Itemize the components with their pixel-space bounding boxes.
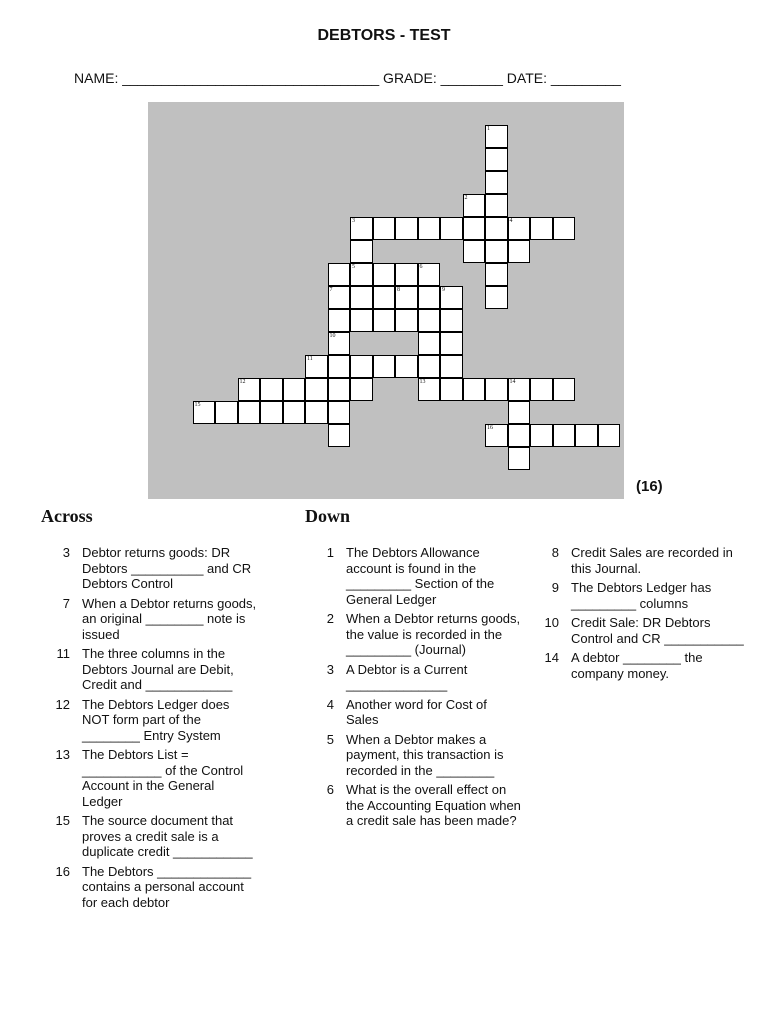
clue-item bbox=[316, 732, 521, 779]
crossword-cell[interactable] bbox=[395, 286, 418, 309]
crossword-cell[interactable] bbox=[418, 309, 441, 332]
crossword-cell[interactable] bbox=[485, 217, 508, 240]
crossword-cell[interactable] bbox=[350, 263, 373, 286]
clue-number: 10 bbox=[329, 333, 336, 339]
clue-number: 14 bbox=[544, 650, 559, 665]
crossword-grid bbox=[148, 102, 624, 499]
crossword-cell[interactable] bbox=[508, 447, 531, 470]
clue-number: 12 bbox=[55, 696, 70, 712]
crossword-cell[interactable] bbox=[508, 217, 531, 240]
clue-number: 4 bbox=[509, 218, 513, 224]
crossword-cell[interactable] bbox=[553, 217, 576, 240]
crossword-cell[interactable] bbox=[305, 355, 328, 378]
crossword-cell[interactable] bbox=[440, 355, 463, 378]
crossword-cell[interactable] bbox=[328, 309, 351, 332]
clue-number: 6 bbox=[326, 782, 334, 797]
clue-item bbox=[52, 646, 257, 693]
crossword-cell[interactable] bbox=[373, 286, 396, 309]
clue-number: 8 bbox=[397, 287, 400, 293]
clue-item bbox=[52, 813, 257, 860]
clue-number: 7 bbox=[329, 287, 333, 293]
clue-item bbox=[316, 545, 521, 607]
crossword-cell[interactable] bbox=[418, 332, 441, 355]
crossword-cell[interactable] bbox=[440, 309, 463, 332]
clue-number: 9 bbox=[442, 287, 445, 293]
crossword-cell[interactable] bbox=[328, 424, 351, 447]
clue-text: The source document that proves a credit sale is a duplicate credit ___________ bbox=[82, 813, 253, 859]
crossword-cell[interactable] bbox=[395, 355, 418, 378]
page-title: DEBTORS - TEST bbox=[317, 27, 451, 44]
clue-item bbox=[52, 747, 257, 809]
crossword-cell[interactable] bbox=[395, 217, 418, 240]
clue-item bbox=[52, 596, 257, 643]
crossword-cell[interactable] bbox=[418, 378, 441, 401]
crossword-cell[interactable] bbox=[508, 378, 531, 401]
clue-item bbox=[541, 615, 746, 646]
crossword-cell[interactable] bbox=[350, 309, 373, 332]
down-clue-list-1 bbox=[316, 545, 521, 833]
crossword-cell[interactable] bbox=[260, 401, 283, 424]
clue-number: 3 bbox=[352, 218, 355, 224]
clue-number: 12 bbox=[239, 379, 246, 385]
clue-text: Credit Sale: DR Debtors Control and CR ___________ bbox=[571, 615, 744, 646]
clue-item bbox=[316, 782, 521, 829]
crossword-cell[interactable] bbox=[485, 263, 508, 286]
clue-item bbox=[316, 611, 521, 658]
clue-number: 9 bbox=[551, 580, 559, 595]
clue-number: 5 bbox=[352, 264, 355, 270]
crossword-cell[interactable] bbox=[238, 401, 261, 424]
crossword-cell[interactable] bbox=[530, 378, 553, 401]
crossword-cell[interactable] bbox=[283, 401, 306, 424]
clue-item bbox=[541, 580, 746, 611]
clue-number: 3 bbox=[62, 545, 70, 560]
crossword-cell[interactable] bbox=[373, 309, 396, 332]
clue-number: 4 bbox=[326, 696, 334, 712]
crossword-cell[interactable] bbox=[530, 217, 553, 240]
clue-number: 15 bbox=[194, 402, 201, 408]
crossword-cell[interactable] bbox=[418, 286, 441, 309]
clue-item bbox=[316, 697, 521, 728]
clue-item bbox=[541, 545, 746, 576]
crossword-cell[interactable] bbox=[328, 332, 351, 355]
crossword-cell[interactable] bbox=[418, 217, 441, 240]
crossword-cell[interactable] bbox=[395, 263, 418, 286]
clue-text: Credit Sales are recorded in this Journal. bbox=[571, 545, 733, 576]
clue-text: The Debtors _____________ contains a personal account for each debtor bbox=[82, 863, 252, 910]
clue-number: 6 bbox=[419, 264, 423, 270]
clue-text: What is the overall effect on the Accounting Equation when a credit sale has been made? bbox=[346, 782, 521, 828]
clue-number: 5 bbox=[326, 731, 334, 747]
clue-text: Another word for Cost of Sales bbox=[346, 696, 487, 727]
crossword-cell[interactable] bbox=[350, 378, 373, 401]
crossword-cell[interactable] bbox=[350, 355, 373, 378]
clue-text: The Debtors List = ___________ of the Control Account in the General Ledger bbox=[82, 747, 244, 809]
crossword-cell[interactable] bbox=[350, 217, 373, 240]
crossword-cell[interactable] bbox=[530, 424, 553, 447]
crossword-cell[interactable] bbox=[485, 125, 508, 148]
crossword-cell[interactable] bbox=[440, 378, 463, 401]
crossword-cell[interactable] bbox=[395, 309, 418, 332]
clue-text: The three columns in the Debtors Journal are Debit, Credit and ____________ bbox=[82, 646, 234, 692]
clue-number: 10 bbox=[544, 615, 559, 630]
crossword-cell[interactable] bbox=[485, 171, 508, 194]
clue-number: 16 bbox=[487, 425, 493, 431]
crossword-cell[interactable] bbox=[508, 401, 531, 424]
clue-text: When a Debtor returns goods, an original ________ note is issued bbox=[82, 595, 257, 642]
total-marks: (16) bbox=[636, 478, 663, 495]
crossword-cell[interactable] bbox=[193, 401, 216, 424]
clue-text: When a Debtor makes a payment, this transaction is recorded in the ________ bbox=[346, 731, 504, 778]
clue-number: 2 bbox=[326, 611, 334, 626]
across-clue-list bbox=[52, 545, 257, 914]
crossword-cell[interactable] bbox=[328, 286, 351, 309]
clue-number: 11 bbox=[56, 646, 70, 661]
crossword-cell[interactable] bbox=[328, 401, 351, 424]
crossword-cell[interactable] bbox=[485, 240, 508, 263]
crossword-cell[interactable] bbox=[485, 194, 508, 217]
crossword-cell[interactable] bbox=[238, 378, 261, 401]
crossword-cell[interactable] bbox=[305, 378, 328, 401]
crossword-cell[interactable] bbox=[485, 424, 508, 447]
crossword-cell[interactable] bbox=[373, 355, 396, 378]
clue-item bbox=[52, 864, 257, 911]
clue-text: Debtor returns goods: DR Debtors __________ and CR Debtors Control bbox=[82, 545, 252, 591]
crossword-cell[interactable] bbox=[575, 424, 598, 447]
crossword-cell[interactable] bbox=[283, 378, 306, 401]
crossword-cell[interactable] bbox=[598, 424, 621, 447]
clue-number: 8 bbox=[551, 545, 559, 560]
clue-text: The Debtors Allowance account is found in the _________ Section of the General Ledger bbox=[346, 545, 495, 607]
clue-item bbox=[52, 545, 257, 592]
clue-number: 15 bbox=[55, 813, 70, 828]
clue-number: 13 bbox=[419, 379, 426, 385]
clue-number: 16 bbox=[55, 863, 70, 879]
crossword-cell[interactable] bbox=[508, 240, 531, 263]
crossword-cell[interactable] bbox=[463, 240, 486, 263]
crossword-cell[interactable] bbox=[328, 355, 351, 378]
crossword-cell[interactable] bbox=[485, 378, 508, 401]
crossword-cell[interactable] bbox=[418, 263, 441, 286]
clue-text: When a Debtor returns goods, the value is recorded in the _________ (Journal) bbox=[346, 611, 521, 657]
crossword-cell[interactable] bbox=[440, 286, 463, 309]
crossword-cell[interactable] bbox=[260, 378, 283, 401]
crossword-cell[interactable] bbox=[350, 286, 373, 309]
crossword-cell[interactable] bbox=[418, 355, 441, 378]
crossword-cell[interactable] bbox=[373, 263, 396, 286]
down-heading: Down bbox=[305, 506, 351, 526]
crossword-cell[interactable] bbox=[463, 378, 486, 401]
crossword-cell[interactable] bbox=[305, 401, 328, 424]
crossword-cell[interactable] bbox=[553, 378, 576, 401]
down-clue-list-2 bbox=[541, 545, 746, 685]
crossword-cell[interactable] bbox=[215, 401, 238, 424]
clue-number: 1 bbox=[487, 126, 490, 132]
clue-number: 2 bbox=[464, 195, 468, 201]
clue-number: 11 bbox=[307, 356, 313, 362]
clue-item bbox=[541, 650, 746, 681]
crossword-cell[interactable] bbox=[440, 217, 463, 240]
clue-number: 3 bbox=[326, 661, 334, 677]
crossword-cell[interactable] bbox=[485, 148, 508, 171]
crossword-cell[interactable] bbox=[328, 263, 351, 286]
crossword-cell[interactable] bbox=[553, 424, 576, 447]
clue-number: 1 bbox=[326, 545, 334, 560]
crossword-cell[interactable] bbox=[485, 286, 508, 309]
crossword-cell[interactable] bbox=[328, 378, 351, 401]
across-heading: Across bbox=[41, 506, 93, 526]
clue-item bbox=[316, 662, 521, 693]
clue-text: A Debtor is a Current ______________ bbox=[346, 661, 468, 692]
crossword-cell[interactable] bbox=[440, 332, 463, 355]
clue-text: The Debtors Ledger has _________ columns bbox=[571, 580, 712, 611]
crossword-cell[interactable] bbox=[463, 217, 486, 240]
crossword-cell[interactable] bbox=[508, 424, 531, 447]
clue-number: 13 bbox=[55, 747, 70, 762]
crossword-cell[interactable] bbox=[350, 240, 373, 263]
clue-number: 14 bbox=[509, 379, 516, 385]
crossword-cell[interactable] bbox=[373, 217, 396, 240]
clue-number: 7 bbox=[62, 595, 70, 611]
crossword-cell[interactable] bbox=[463, 194, 486, 217]
student-info-line[interactable]: NAME: _________________________________ GRADE: ________ DATE: _________ bbox=[74, 70, 621, 86]
clue-text: The Debtors Ledger does NOT form part of the ________ Entry System bbox=[82, 696, 230, 743]
clue-text: A debtor ________ the company money. bbox=[571, 650, 703, 681]
clue-item bbox=[52, 697, 257, 744]
